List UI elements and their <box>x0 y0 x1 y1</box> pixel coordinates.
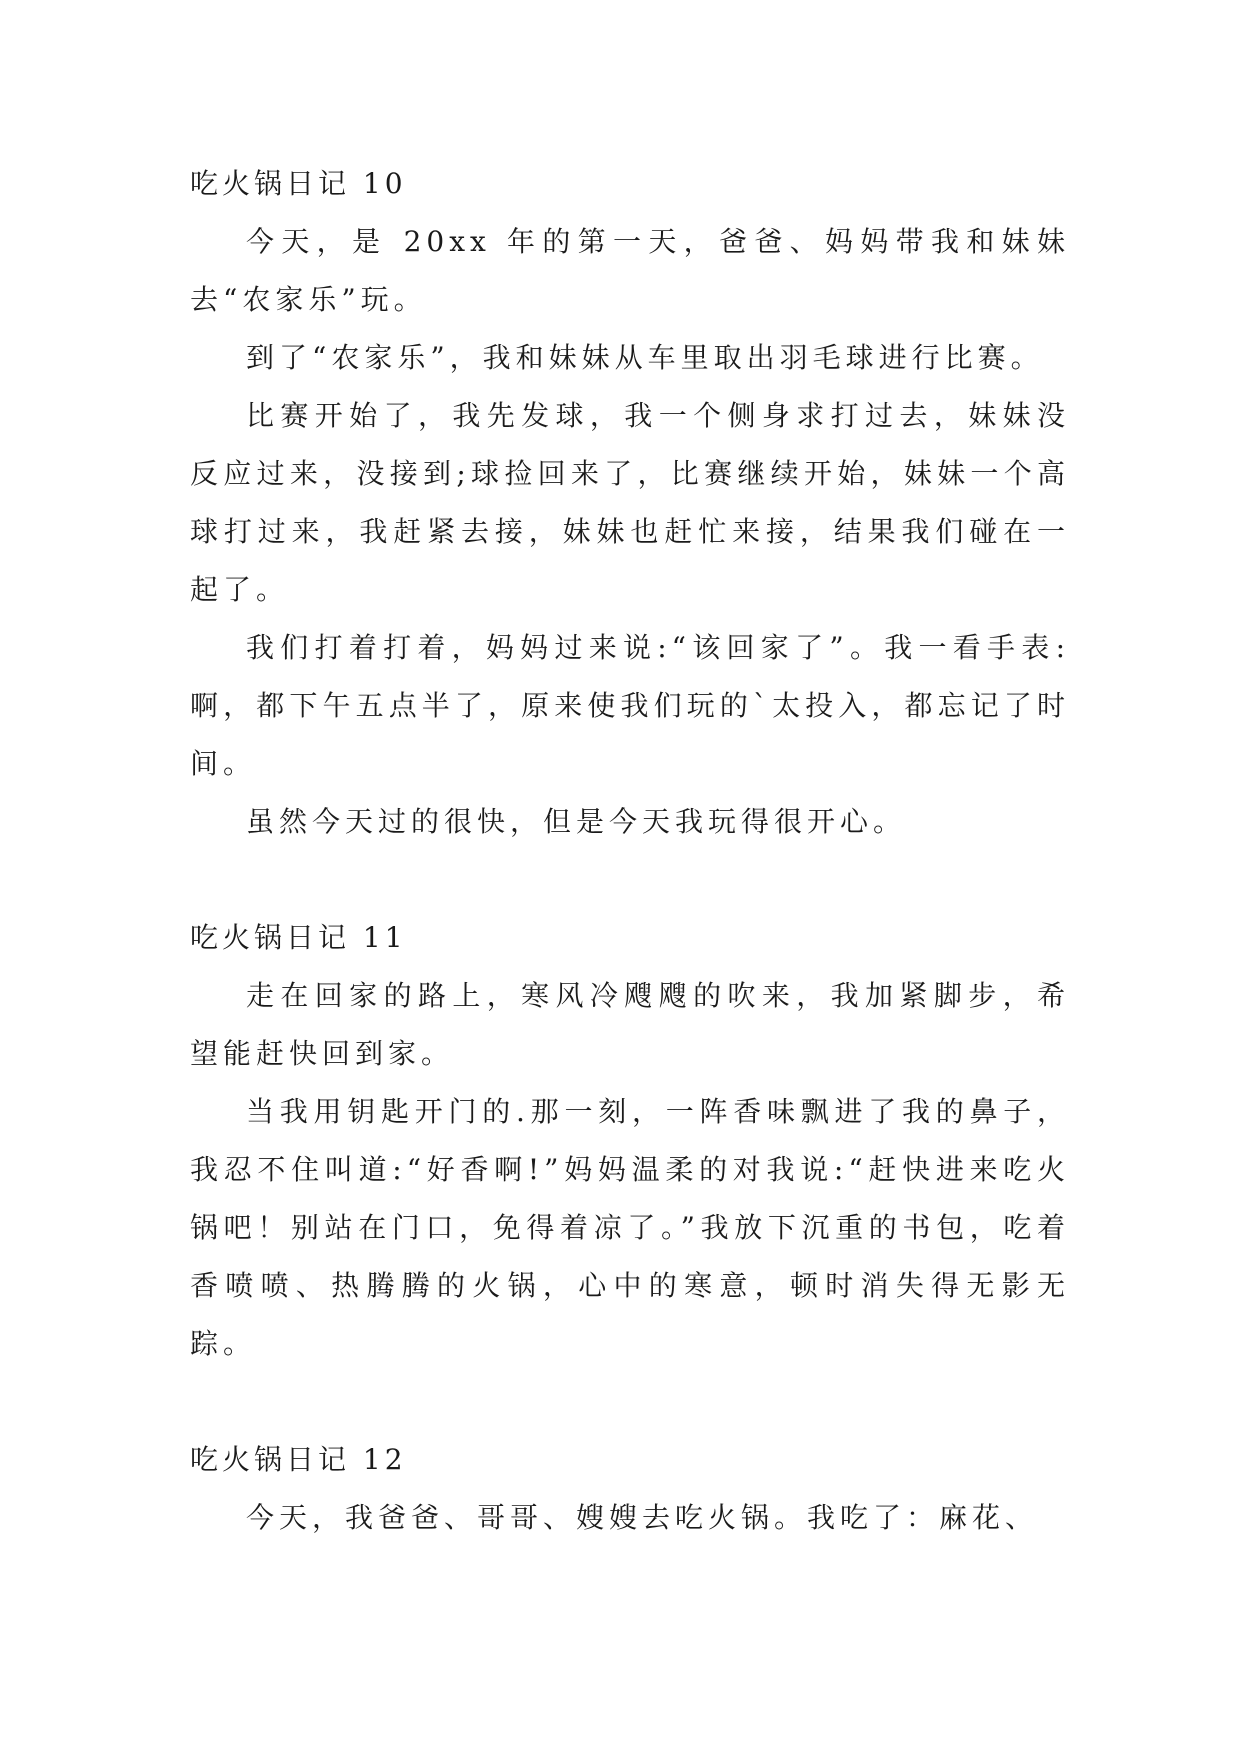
paragraph: 走在回家的路上，寒风冷飕飕的吹来，我加紧脚步，希望能赶快回到家。 <box>190 979 1070 1070</box>
paragraph: 今天，是 20xx 年的第一天，爸爸、妈妈带我和妹妹去“农家乐”玩。 <box>190 225 1070 316</box>
paragraph: 比赛开始了，我先发球，我一个侧身求打过去，妹妹没反应过来，没接到;球捡回来了，比赛继续开始，妹妹一个高球打过来，我赶紧去接，妹妹也赶忙来接，结果我们碰在一起了。 <box>190 399 1070 606</box>
entry-title: 吃火锅日记 11 <box>190 921 407 954</box>
entry-title: 吃火锅日记 10 <box>190 167 407 200</box>
diary-entry-10 <box>190 155 1070 851</box>
paragraph: 我们打着打着，妈妈过来说:“该回家了”。我一看手表:啊，都下午五点半了，原来使我们玩的`太投入，都忘记了时间。 <box>190 631 1070 780</box>
diary-entry-12 <box>190 1431 1070 1547</box>
paragraph: 到了“农家乐”，我和妹妹从车里取出羽毛球进行比赛。 <box>246 341 1044 374</box>
document-body <box>190 155 1070 1547</box>
paragraph: 今天，我爸爸、哥哥、嫂嫂去吃火锅。我吃了：麻花、 <box>246 1501 1039 1534</box>
entry-title: 吃火锅日记 12 <box>190 1443 407 1476</box>
diary-entry-11 <box>190 909 1070 1373</box>
paragraph: 虽然今天过的很快，但是今天我玩得很开心。 <box>246 805 907 838</box>
paragraph: 当我用钥匙开门的.那一刻，一阵香味飘进了我的鼻子，我忍不住叫道:“好香啊!”妈妈温柔的对我说:“赶快进来吃火锅吧！别站在门口，免得着凉了。”我放下沉重的书包，吃着香喷喷、热腾腾的火锅，心中的寒意，顿时消失得无影无踪。 <box>190 1095 1070 1360</box>
